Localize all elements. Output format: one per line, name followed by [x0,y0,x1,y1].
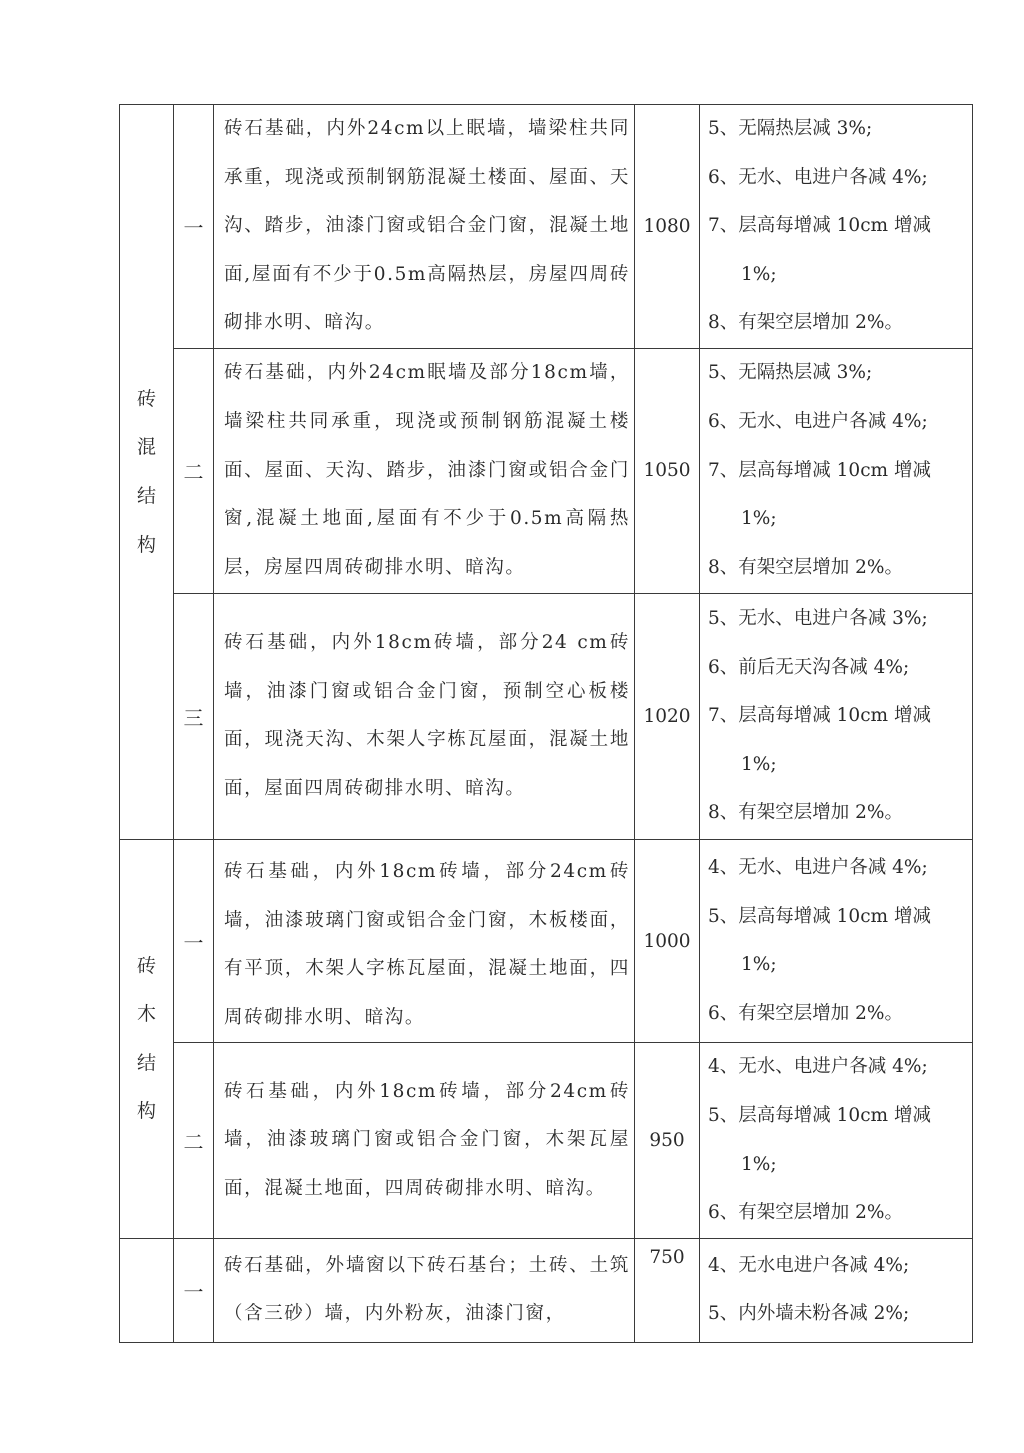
note-line: 1%; [741,508,777,530]
structure-type-cell [120,839,174,1238]
notes-cell [700,348,973,593]
notes-cell [700,593,973,839]
note-line: 1%; [741,1153,777,1175]
note-line: 7、层高每增减 10cm 增减 [708,705,931,727]
grade-cell: 二 [174,1043,214,1238]
note-line: 1%; [741,263,777,285]
description-cell: 砖石基础，内外18cm砖墙，部分24 cm砖墙，油漆门窗或铝合金门窗，预制空心板楼面，现浇天沟、木架人字栋瓦屋面，混凝土地面，屋面四周砖砌排水明、暗沟。 [214,593,635,839]
building-price-table [119,104,973,1343]
note-line: 7、层高每增减 10cm 增减 [708,459,931,481]
grade-cell: 二 [174,348,214,593]
note-line: 1%; [741,753,777,775]
notes-cell [700,1043,973,1238]
grade-cell: 一 [174,105,214,349]
table-row [120,348,973,593]
note-line: 4、无水、电进户各减 4%; [708,856,928,878]
note-line: 5、无隔热层减 3%; [708,118,873,139]
notes-cell [700,1238,973,1342]
structure-type-label: 砖木结构 [136,954,156,1123]
note-line: 5、无水、电进户各减 3%; [708,607,928,629]
note-line: 6、有架空层增加 2%。 [708,1002,904,1024]
table-row [120,593,973,839]
table-row [120,105,973,349]
price-cell: 950 [635,1043,700,1238]
price-cell: 750 [635,1238,700,1342]
description-cell: 砖石基础，内外18cm砖墙，部分24cm砖墙，油漆玻璃门窗或铝合金门窗，木架瓦屋面，混凝土地面，四周砖砌排水明、暗沟。 [214,1043,635,1238]
note-line: 7、层高每增减 10cm 增减 [708,215,931,237]
notes-cell [700,105,973,349]
price-cell: 1020 [635,593,700,839]
note-line: 8、有架空层增加 2%。 [708,802,904,824]
note-line: 4、无水电进户各减 4%; [708,1254,910,1276]
note-line: 8、有架空层增加 2%。 [708,556,904,578]
price-cell: 1050 [635,348,700,593]
grade-cell: 一 [174,839,214,1042]
structure-type-label: 砖混结构 [136,387,156,556]
note-line: 5、层高每增减 10cm 增减 [708,905,931,927]
note-line: 5、层高每增减 10cm 增减 [708,1104,931,1126]
description-cell: 砖石基础，内外18cm砖墙，部分24cm砖墙，油漆玻璃门窗或铝合金门窗，木板楼面，有平顶，木架人字栋瓦屋面，混凝土地面，四周砖砌排水明、暗沟。 [214,839,635,1042]
table-row [120,1238,973,1342]
note-line: 1%; [741,954,777,976]
price-cell: 1000 [635,839,700,1042]
notes-cell [700,839,973,1042]
note-line: 6、无水、电进户各减 4%; [708,411,928,433]
note-line: 6、无水、电进户各减 4%; [708,166,928,188]
description-cell: 砖石基础，内外24cm眠墙及部分18cm墙，墙梁柱共同承重，现浇或预制钢筋混凝土楼面、屋面、天沟、踏步，油漆门窗或铝合金门窗,混凝土地面,屋面有不少于0.5m高隔热层，房屋四周砖砌排水明、暗沟。 [214,348,635,593]
note-line: 4、无水、电进户各减 4%; [708,1056,928,1078]
note-line: 5、内外墙未粉各减 2%; [708,1303,910,1325]
note-line: 6、有架空层增加 2%。 [708,1202,904,1224]
note-line: 6、前后无天沟各减 4%; [708,656,910,678]
note-line: 5、无隔热层减 3%; [708,362,873,384]
table-row [120,839,973,1042]
grade-cell: 三 [174,593,214,839]
grade-cell: 一 [174,1238,214,1342]
price-cell: 1080 [635,105,700,349]
description-cell: 砖石基础，内外24cm以上眠墙，墙梁柱共同承重，现浇或预制钢筋混凝土楼面、屋面、天沟、踏步，油漆门窗或铝合金门窗，混凝土地面,屋面有不少于0.5m高隔热层，房屋四周砖砌排水明、暗沟。 [214,105,635,349]
table-row [120,1043,973,1238]
structure-type-cell [120,105,174,840]
note-line: 8、有架空层增加 2%。 [708,312,904,334]
structure-type-cell [120,1238,174,1342]
description-cell: 砖石基础，外墙窗以下砖石基台；土砖、土筑（含三砂）墙，内外粉灰，油漆门窗， [214,1238,635,1342]
